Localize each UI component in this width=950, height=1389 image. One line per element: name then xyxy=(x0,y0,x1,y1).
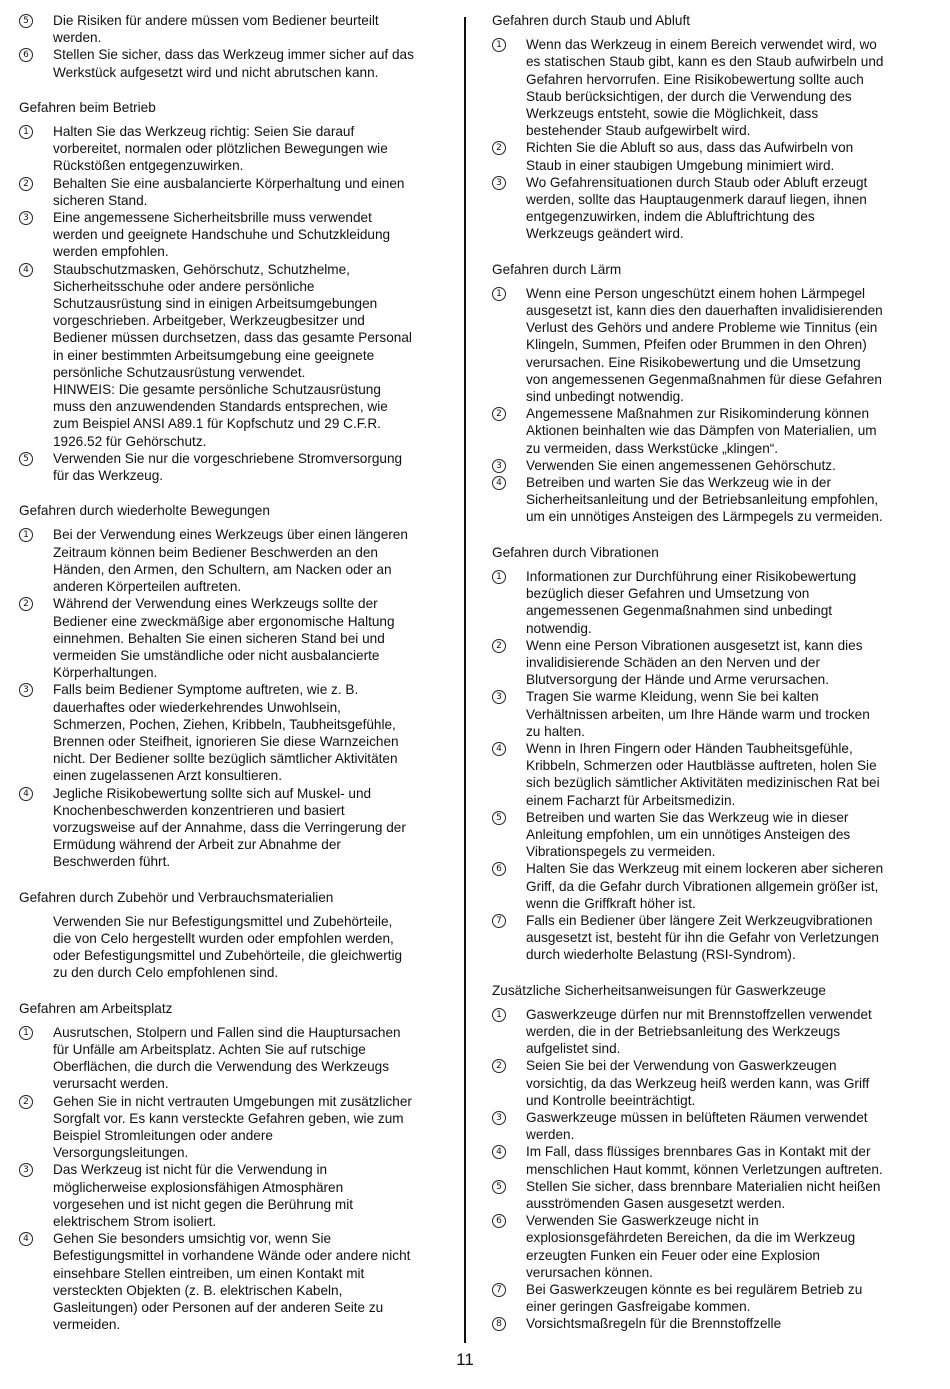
circled-number: 4 xyxy=(492,1145,506,1159)
list-item xyxy=(492,36,912,139)
list-item xyxy=(492,139,912,173)
list-item xyxy=(19,681,437,784)
item-text: Gehen Sie in nicht vertrauten Umgebungen mit zusätzlicher Sorgfalt vor. Es kann versteckte Gefahren geben, wie zum Beispiel Stromleitungen oder andere Versorgungsleitungen. xyxy=(53,1093,412,1161)
item-number xyxy=(492,1281,526,1298)
section-heading: Zusätzliche Sicherheitsanweisungen für Gaswerkzeuge xyxy=(492,982,826,998)
item-text: Gaswerkzeuge dürfen nur mit Brennstoffzellen verwendet werden, die in der Betriebsanleitung des Werkzeugs aufgelistet sind. xyxy=(526,1006,872,1057)
list-item xyxy=(19,785,437,871)
circled-number: 3 xyxy=(492,176,506,190)
circled-number: 5 xyxy=(19,452,33,466)
item-text: Wo Gefahrensituationen durch Staub oder Abluft erzeugt werden, sollte das Hauptaugenmerk darauf liegen, ihnen entgegenzuwirken, indem die Abluftrichtung des Werkzeugs geändert wird. xyxy=(526,174,868,242)
circled-number: 2 xyxy=(492,407,506,421)
list-item xyxy=(492,1315,912,1332)
section-gefahren-durch-wiederholte-bewegungen xyxy=(19,502,437,870)
list-item xyxy=(492,1006,912,1058)
list-item xyxy=(19,12,437,46)
item-text: Stellen Sie sicher, dass das Werkzeug immer sicher auf das Werkstück aufgesetzt wird und nicht abrutschen kann. xyxy=(53,47,414,80)
item-text: Jegliche Risikobewertung sollte sich auf Muskel- und Knochenbeschwerden konzentrieren und basiert vorzugsweise auf der Annahme, dass die Verringerung der Ermüdung während der Arbeit zur Abnahme der Beschwerden führt. xyxy=(53,785,406,870)
item-number xyxy=(492,474,526,491)
item-text: Verwenden Sie nur die vorgeschriebene Stromversorgung für das Werkzeug. xyxy=(53,450,403,484)
item-text: Die Risiken für andere müssen vom Bediener beurteilt werden. xyxy=(53,13,379,46)
item-number xyxy=(492,1143,526,1160)
circled-number: 4 xyxy=(19,787,33,801)
item-number xyxy=(492,740,526,757)
item-number xyxy=(19,1230,53,1247)
circled-number: 7 xyxy=(492,1283,506,1297)
item-text: Stellen Sie sicher, dass brennbare Materialien nicht heißen ausströmenden Gasen ausgesetzt werden. xyxy=(526,1178,881,1211)
item-number xyxy=(492,568,526,585)
section-zusaetzliche-sicherheitsanweisungen-fuer-gaswerkzeuge xyxy=(492,982,912,1333)
item-number xyxy=(492,1006,526,1023)
circled-number: 3 xyxy=(19,1163,33,1177)
circled-number: 2 xyxy=(19,597,33,611)
item-text: Ausrutschen, Stolpern und Fallen sind die Hauptursachen für Unfälle am Arbeitsplatz. Achten Sie auf rutschige Oberflächen, die durch die Verwendung des Werkzeugs verursacht werden. xyxy=(53,1024,401,1092)
list-item xyxy=(19,1161,437,1230)
section-gefahren-durch-zubehoer-und-verbrauchsmaterialien xyxy=(19,889,437,982)
item-number xyxy=(492,457,526,474)
circled-number: 2 xyxy=(492,141,506,155)
item-number xyxy=(492,174,526,191)
circled-number: 5 xyxy=(492,811,506,825)
list-item xyxy=(19,123,437,175)
section-gefahren-am-arbeitsplatz xyxy=(19,1000,437,1334)
item-text: Staubschutzmasken, Gehörschutz, Schutzhelme, Sicherheitsschuhe oder andere persönliche Schutzausrüstung sind in einigen Arbeitsumgebungen vorgeschrieben. Arbeitgeber, Werkzeugbesitzer und Bediener müssen durchsetzen, dass das gesamte Personal in einer bestimmten Arbeitsumgebung eine geeignete persönliche Schutzausrüstung verwendet. HINWEIS: Die gesamte persönliche Schutzausrüstung muss den anzuwendenden Standards entsprechen, wie zum Beispiel ANSI A89.1 für Kopfschutz und 29 C.F.R. 1926.52 für Gehörschutz. xyxy=(53,261,412,449)
item-text: Gaswerkzeuge müssen in belüfteten Räumen verwendet werden. xyxy=(526,1109,868,1143)
section-heading: Gefahren beim Betrieb xyxy=(19,99,156,115)
item-text: Angemessene Maßnahmen zur Risikominderung können Aktionen beinhalten wie das Dämpfen von Materialien, um zu vermeiden, dass Werkstücke „klingen“. xyxy=(526,406,877,456)
list-item xyxy=(19,595,437,681)
item-text: Informationen zur Durchführung einer Risikobewertung bezüglich dieser Gefahren und Umsetzung von angemessenen Gegenmaßnahmen sind unbedingt notwendig. xyxy=(526,568,857,636)
list-item xyxy=(492,1212,912,1281)
item-number xyxy=(492,1212,526,1229)
section-heading: Gefahren durch Zubehör und Verbrauchsmaterialien xyxy=(19,889,334,905)
section-heading: Gefahren durch Lärm xyxy=(492,261,622,277)
item-number xyxy=(492,1178,526,1195)
circled-number: 2 xyxy=(19,177,33,191)
item-text: Wenn das Werkzeug in einem Bereich verwendet wird, wo es statischen Staub gibt, kann es den Staub aufwirbeln und Gefahren hervorrufen. Eine Risikobewertung sollte auch Staub berücksichtigen, der durch die Verwendung des Werkzeugs entsteht, sowie die Möglichkeit, dass bestehender Staub aufgewirbelt wird. xyxy=(526,37,884,139)
list-item xyxy=(492,860,912,912)
section-gefahren-beim-betrieb xyxy=(19,99,437,484)
item-number xyxy=(492,809,526,826)
circled-number: 6 xyxy=(19,48,33,62)
item-number xyxy=(19,785,53,802)
circled-number: 2 xyxy=(492,1059,506,1073)
circled-number: 1 xyxy=(19,1026,33,1040)
list-item xyxy=(19,1024,437,1093)
circled-number: 6 xyxy=(492,1214,506,1228)
list-item xyxy=(492,285,912,405)
circled-number: 3 xyxy=(492,690,506,704)
item-text: Halten Sie das Werkzeug richtig: Seien Sie darauf vorbereitet, normalen oder plötzlichen Bewegungen wie Rückstößen entgegenzuwirken. xyxy=(53,124,388,174)
list-item xyxy=(19,261,437,450)
circled-number: 7 xyxy=(492,914,506,928)
item-text: Gehen Sie besonders umsichtig vor, wenn Sie Befestigungsmittel in vorhandene Wände oder andere nicht einsehbare Stellen eintreiben, um einen Kontakt mit versteckten Objekten (z. B. elektrischen Kabeln, Gasleitungen) oder Personen auf der anderen Seite zu vermeiden. xyxy=(53,1231,411,1333)
item-text: Betreiben und warten Sie das Werkzeug wie in dieser Anleitung empfohlen, um ein unnötiges Ansteigen des Vibrationspegels zu vermeiden. xyxy=(526,809,851,860)
item-text: Behalten Sie eine ausbalancierte Körperhaltung und einen sicheren Stand. xyxy=(53,175,405,208)
item-text: Betreiben und warten Sie das Werkzeug wie in der Sicherheitsanleitung und der Betriebsanleitung empfohlen, um ein unnötiges Ansteigen des Lärmpegels zu vermeiden. xyxy=(526,475,883,525)
list-item xyxy=(492,1281,912,1315)
item-text: Das Werkzeug ist nicht für die Verwendung in möglicherweise explosionsfähigen Atmosphären vorgesehen und ist nicht gegen die Berührung mit elektrischem Strom isoliert. xyxy=(53,1162,354,1229)
item-number xyxy=(492,688,526,705)
list-item xyxy=(492,405,912,457)
circled-number: 8 xyxy=(492,1317,506,1331)
circled-number: 1 xyxy=(492,38,506,52)
section-paragraph: Verwenden Sie nur Befestigungsmittel und Zubehörteile, die von Celo hergestellt wurden oder empfohlen werden, oder Befestigungsmittel und Zubehörteile, die gleichwertig zu den durch Celo empfohlenen sind. xyxy=(53,913,403,981)
list-item xyxy=(19,1093,437,1162)
list-item xyxy=(492,809,912,861)
item-number xyxy=(492,637,526,654)
item-text: Verwenden Sie Gaswerkzeuge nicht in explosionsgefährdeten Bereichen, da die im Werkzeug erzeugten Funken ein Feuer oder eine Explosion verursachen können. xyxy=(526,1213,856,1280)
item-number xyxy=(492,1109,526,1126)
item-text: Vorsichtsmaßregeln für die Brennstoffzelle xyxy=(526,1316,782,1332)
section-heading: Gefahren durch Staub und Abluft xyxy=(492,13,691,28)
circled-number: 4 xyxy=(19,1232,33,1246)
item-number xyxy=(492,860,526,877)
list-item xyxy=(492,474,912,526)
circled-number: 2 xyxy=(19,1095,33,1109)
circled-number: 1 xyxy=(492,287,506,301)
section-gefahren-durch-staub-und-abluft xyxy=(492,12,912,243)
list-item xyxy=(492,637,912,689)
section-gefahren-durch-vibrationen xyxy=(492,544,912,964)
item-number xyxy=(19,12,53,29)
item-number xyxy=(19,526,53,543)
circled-number: 2 xyxy=(492,639,506,653)
item-number xyxy=(492,36,526,53)
item-number xyxy=(19,450,53,467)
list-item xyxy=(19,526,437,595)
item-number xyxy=(492,285,526,302)
circled-number: 3 xyxy=(19,683,33,697)
list-item xyxy=(19,175,437,209)
circled-number: 6 xyxy=(492,862,506,876)
section-intro xyxy=(19,12,437,81)
circled-number: 3 xyxy=(492,1111,506,1125)
section-heading: Gefahren durch Vibrationen xyxy=(492,544,659,560)
item-text: Eine angemessene Sicherheitsbrille muss verwendet werden und geeignete Handschuhe und Schutzkleidung werden empfohlen. xyxy=(53,210,391,260)
item-text: Während der Verwendung eines Werkzeugs sollte der Bediener eine zweckmäßige aber ergonomische Haltung einnehmen. Behalten Sie einen sicheren Stand bei und vermeiden Sie umständliche oder nicht ausbalancierte Körperhaltungen. xyxy=(53,596,395,681)
circled-number: 1 xyxy=(19,125,33,139)
item-text: Halten Sie das Werkzeug mit einem lockeren aber sicheren Griff, da die Gefahr durch Vibrationen allgemein größer ist, wenn die Griffkraft höher ist. xyxy=(526,861,884,911)
item-text: Wenn eine Person ungeschützt einem hohen Lärmpegel ausgesetzt ist, kann dies den dauerhaften invalidisierenden Verlust des Gehörs und andere Probleme wie Tinnitus (ein Klingeln, Summen, Pfeifen oder Brummen in den Ohren) verursachen. Eine Risikobewertung und die Umsetzung von angemessenen Gegenmaßnahmen für diese Gefahren sind unbedingt notwendig. xyxy=(526,285,883,405)
circled-number: 1 xyxy=(492,570,506,584)
circled-number: 3 xyxy=(492,459,506,473)
list-item xyxy=(19,450,437,484)
list-item xyxy=(492,568,912,637)
right-column xyxy=(492,12,912,1333)
list-item xyxy=(19,1230,437,1333)
list-item xyxy=(492,1109,912,1143)
item-text: Wenn in Ihren Fingern oder Händen Taubheitsgefühle, Kribbeln, Schmerzen oder Hautblässe auftreten, holen Sie sich bezüglich sämtlicher Aktivitäten medizinischen Rat bei einem Facharzt für Arbeitsmedizin. xyxy=(526,740,880,808)
section-heading: Gefahren am Arbeitsplatz xyxy=(19,1000,173,1016)
item-number xyxy=(19,261,53,278)
item-number xyxy=(492,405,526,422)
item-number xyxy=(19,123,53,140)
item-text: Verwenden Sie einen angemessenen Gehörschutz. xyxy=(526,457,836,473)
list-item xyxy=(492,912,912,964)
page-number: 11 xyxy=(456,1350,474,1369)
list-item xyxy=(492,174,912,243)
list-item xyxy=(492,1057,912,1109)
item-text: Im Fall, dass flüssiges brennbares Gas in Kontakt mit der menschlichen Haut kommt, können Verletzungen auftreten. xyxy=(526,1144,883,1177)
item-number xyxy=(19,595,53,612)
item-text: Falls ein Bediener über längere Zeit Werkzeugvibrationen ausgesetzt ist, besteht für ihn die Gefahr von Verletzungen durch wiederholte Belastung (RSI-Syndrom). xyxy=(526,912,879,963)
item-number xyxy=(492,1057,526,1074)
item-number xyxy=(492,1315,526,1332)
circled-number: 4 xyxy=(492,476,506,490)
list-item xyxy=(492,740,912,809)
circled-number: 1 xyxy=(19,528,33,542)
list-item xyxy=(492,457,912,474)
column-divider xyxy=(464,17,466,1343)
item-text: Seien Sie bei der Verwendung von Gaswerkzeugen vorsichtig, da das Werkzeug heiß werden kann, was Griff und Kontrolle beeinträchtigt. xyxy=(526,1058,870,1108)
item-number xyxy=(19,209,53,226)
item-number xyxy=(19,1024,53,1041)
item-number xyxy=(19,46,53,63)
section-gefahren-durch-laerm xyxy=(492,261,912,526)
left-column xyxy=(19,12,437,1333)
circled-number: 3 xyxy=(19,211,33,225)
list-item xyxy=(492,1143,912,1177)
item-number xyxy=(19,1161,53,1178)
item-text: Richten Sie die Abluft so aus, dass das Aufwirbeln von Staub in einer staubigen Umgebung minimiert wird. xyxy=(526,140,854,173)
circled-number: 5 xyxy=(492,1180,506,1194)
item-number xyxy=(492,912,526,929)
circled-number: 4 xyxy=(19,263,33,277)
item-text: Bei Gaswerkzeugen könnte es bei regulärem Betrieb zu einer geringen Gasfreigabe kommen. xyxy=(526,1282,863,1315)
list-item xyxy=(492,688,912,740)
item-text: Tragen Sie warme Kleidung, wenn Sie bei kalten Verhältnissen arbeiten, um Ihre Hände warm und trocken zu halten. xyxy=(526,689,870,739)
item-text: Bei der Verwendung eines Werkzeugs über einen längeren Zeitraum können beim Bediener Beschwerden an den Händen, den Armen, den Schultern, am Nacken oder an anderen Körperteilen auftreten. xyxy=(53,527,408,595)
circled-number: 4 xyxy=(492,742,506,756)
list-item xyxy=(492,1178,912,1212)
section-heading: Gefahren durch wiederholte Bewegungen xyxy=(19,503,270,519)
list-item xyxy=(19,209,437,261)
list-item xyxy=(19,46,437,80)
item-number xyxy=(19,1093,53,1110)
item-text: Wenn eine Person Vibrationen ausgesetzt ist, kann dies invalidisierende Schäden an den Nerven und der Blutversorgung der Hände und Arme verursachen. xyxy=(526,637,863,688)
circled-number: 5 xyxy=(19,14,33,28)
circled-number: 1 xyxy=(492,1008,506,1022)
item-number xyxy=(19,681,53,698)
item-number xyxy=(19,175,53,192)
item-number xyxy=(492,139,526,156)
item-text: Falls beim Bediener Symptome auftreten, wie z. B. dauerhaftes oder wiederkehrendes Unwohlsein, Schmerzen, Pochen, Ziehen, Kribbeln, Taubheitsgefühle, Brennen oder Steifheit, ignorieren Sie diese Warnzeichen nicht. Der Bediener sollte bezüglich sämtlicher Aktivitäten einen zugelassenen Arzt konsultieren. xyxy=(53,682,399,784)
